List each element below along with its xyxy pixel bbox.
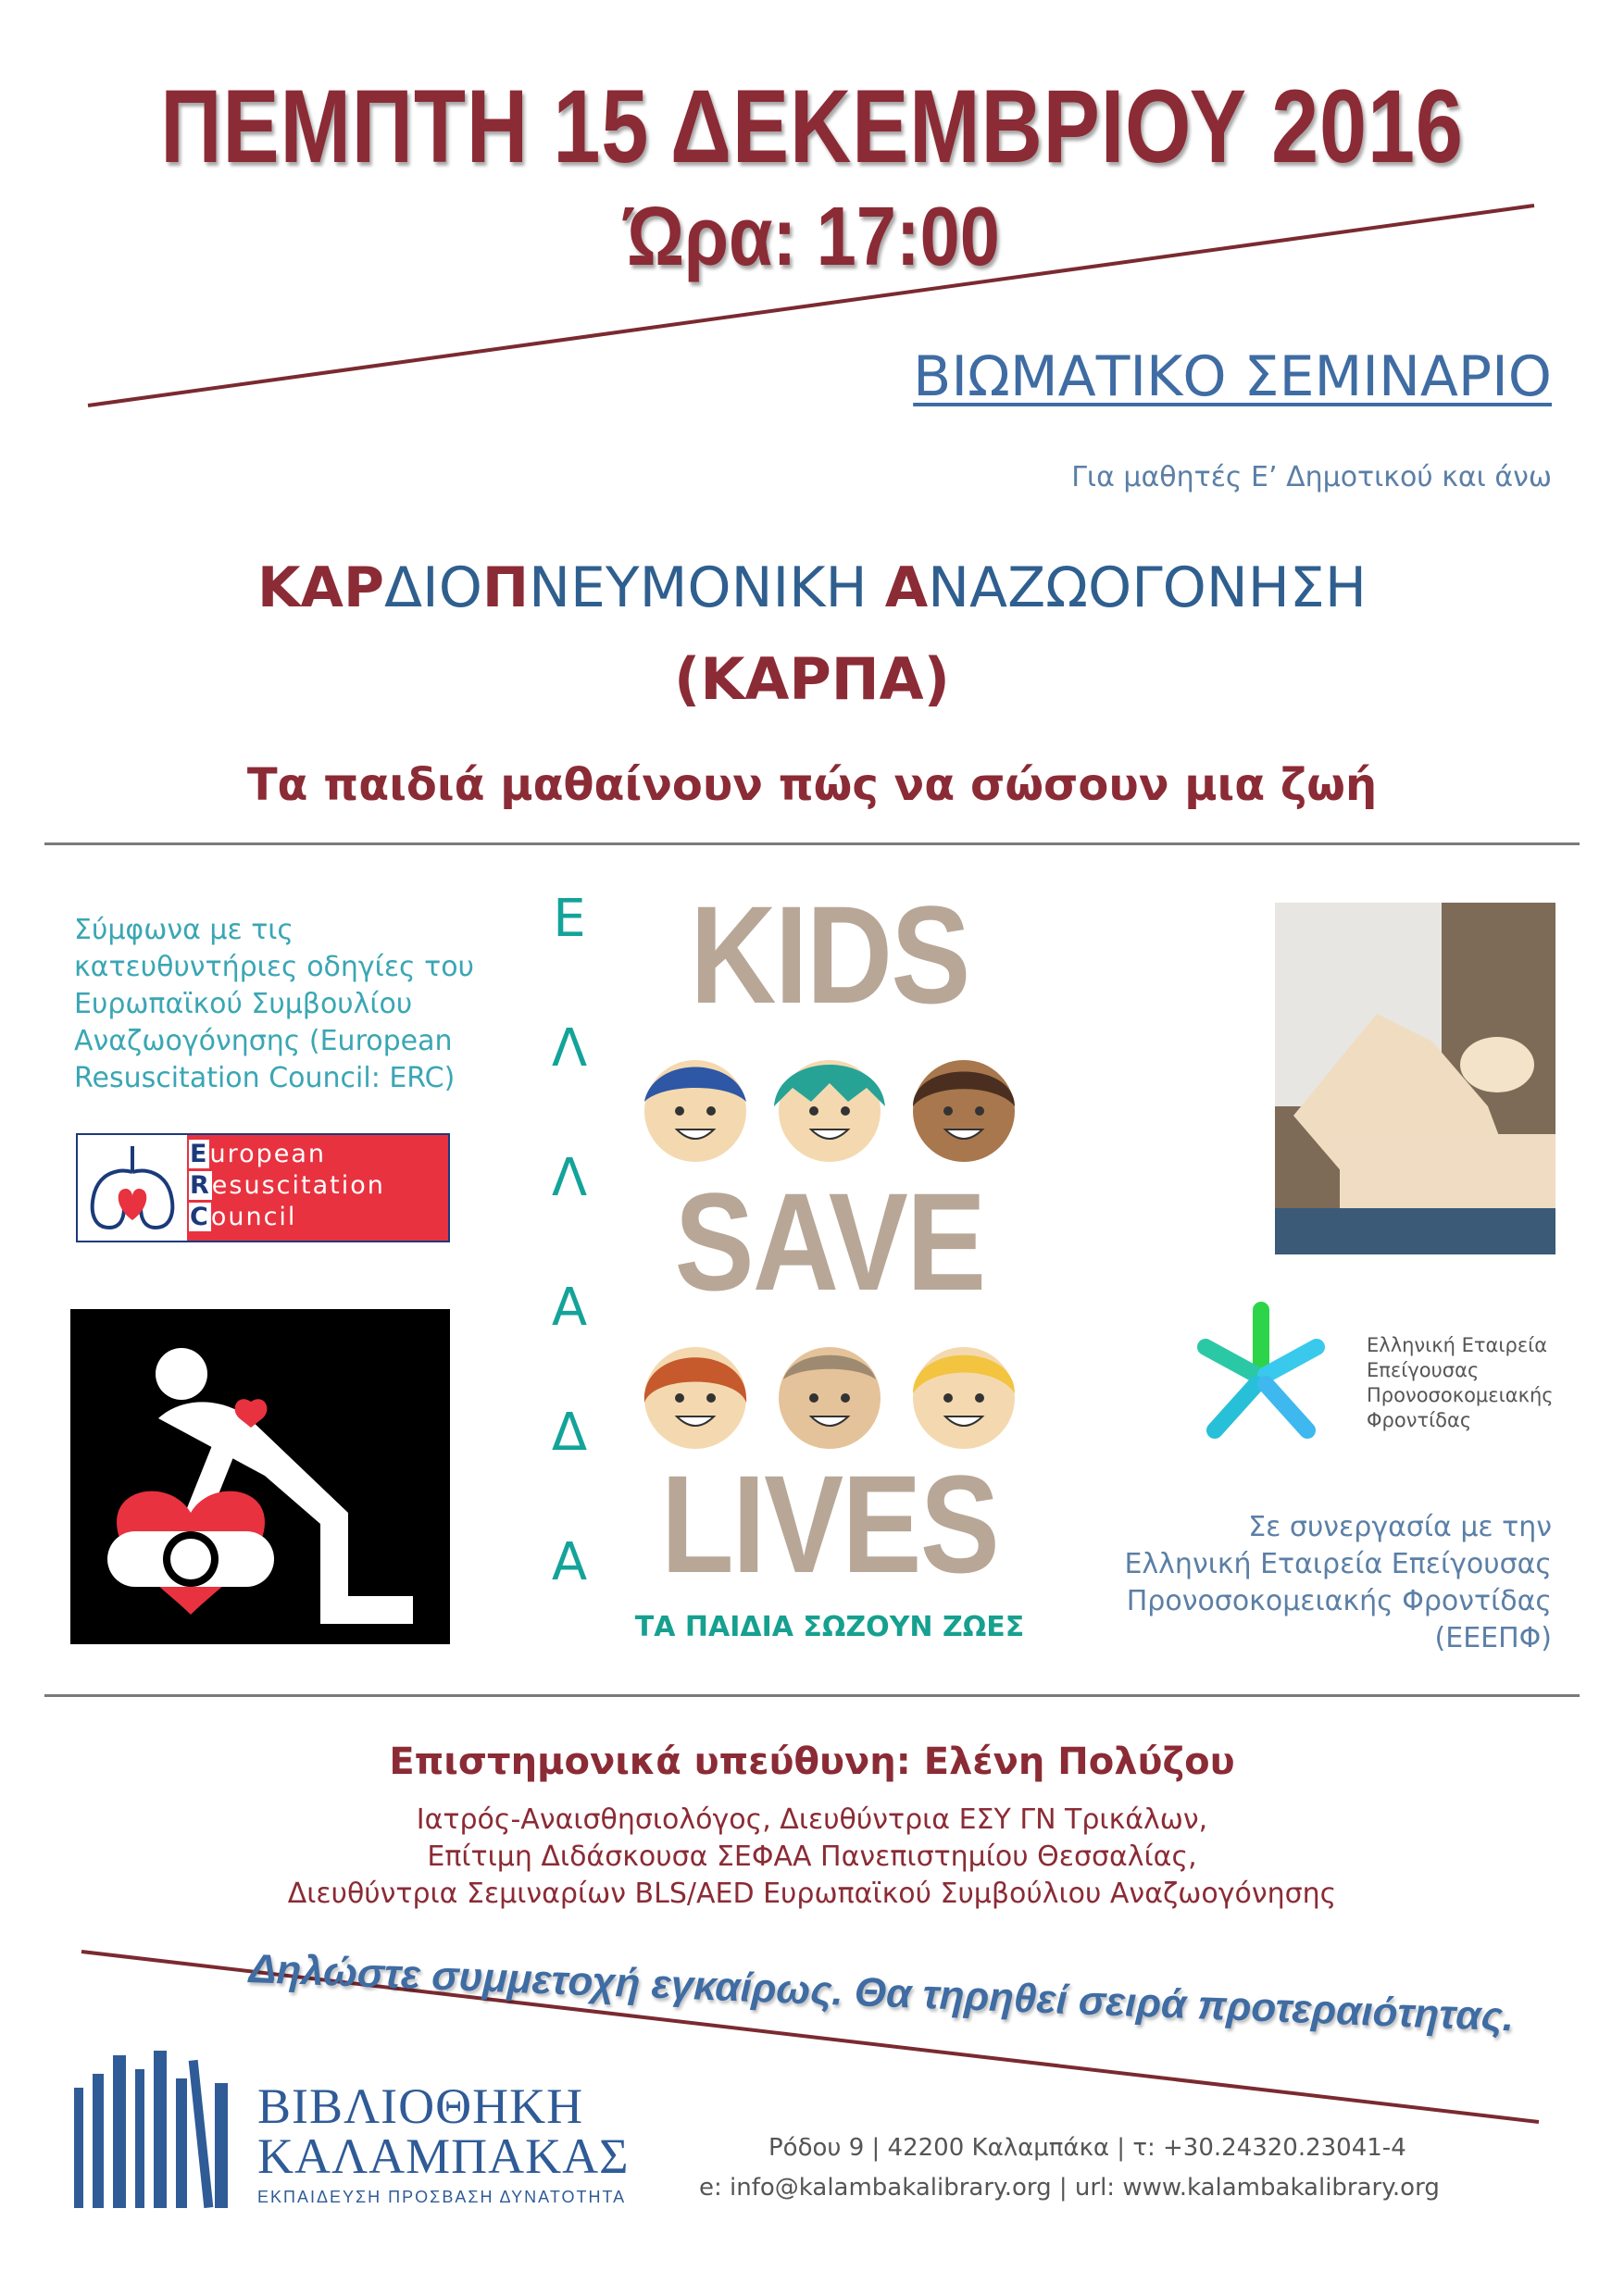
topic-abbreviation: (ΚΑΡΠΑ) <box>673 645 950 713</box>
responsible-title: Επιστημονικά υπεύθυνη: Ελένη Πολύζου <box>389 1741 1235 1783</box>
eeepf-line: Ελληνική Εταιρεία <box>1367 1334 1548 1356</box>
event-time: Ώρα: 17:00 <box>624 191 1000 283</box>
erc-word: ouncil <box>210 1203 297 1231</box>
library-name <box>257 2078 630 2184</box>
guidelines-line: κατευθυντήριες οδηγίες του <box>74 951 474 983</box>
eeepf-line: Επείγουσας <box>1367 1359 1480 1381</box>
responsible-line: Επίτιμη Διδάσκουσα ΣΕΦΑΑ Πανεπιστημίου Θεσσαλίας, <box>427 1841 1197 1873</box>
guidelines-line: Resuscitation Council: ERC) <box>74 1062 456 1094</box>
kids-save-lives-logo <box>626 877 1033 1602</box>
topic-part: Π <box>481 555 530 620</box>
erc-initial: R <box>190 1171 211 1200</box>
topic-part: ΚΑΡ <box>257 555 384 620</box>
library-name-line: ΒΙΒΛΙΟΘΗΚΗ <box>257 2078 584 2134</box>
erc-word: uropean <box>209 1140 326 1168</box>
greece-vertical-letter: Ε <box>553 889 586 949</box>
erc-word: esuscitation <box>211 1171 385 1200</box>
eeepf-star-icon <box>1168 1292 1354 1467</box>
topic-title <box>0 555 1624 620</box>
kids-faces-row-1-icon <box>626 1051 1033 1171</box>
divider <box>44 1694 1580 1697</box>
greece-vertical-letter: Α <box>551 1278 588 1338</box>
topic-part: ΝΑΖΩΟΓΟΝΗΣΗ <box>928 555 1367 620</box>
cooperation-line: Ελληνική Εταιρεία Επείγουσας <box>1124 1548 1552 1580</box>
erc-initial: E <box>190 1140 209 1168</box>
greece-vertical-letter: Λ <box>551 1018 588 1079</box>
divider <box>44 842 1580 845</box>
guidelines-line: Ευρωπαϊκού Συμβουλίου <box>74 988 413 1020</box>
eeepf-line: Φροντίδας <box>1367 1409 1472 1431</box>
seminar-title: ΒΙΩΜΑΤΙΚΟ ΣΕΜΙΝΑΡΙΟ <box>913 344 1552 409</box>
cpr-training-photo <box>1275 903 1555 1254</box>
event-date: ΠΕΜΠΤΗ 15 ΔΕΚΕΜΒΡΙΟΥ 2016 <box>160 69 1464 184</box>
library-address: Ρόδου 9 | 42200 Καλαμπάκα | τ: +30.24320.23041-4 <box>768 2134 1406 2162</box>
responsible-line: Ιατρός-Αναισθησιολόγος, Διευθύντρια ΕΣΥ ΓΝ Τρικάλων, <box>416 1803 1208 1836</box>
lungs-heart-icon <box>78 1135 187 1241</box>
kids-save-lives-subtitle: ΤΑ ΠΑΙΔΙΑ ΣΩΖΟΥΝ ΖΩΕΣ <box>634 1611 1025 1643</box>
topic-part: ΝΕΥΜΟΝΙΚΗ <box>529 555 885 620</box>
responsible-details <box>0 1802 1624 1913</box>
guidelines-text <box>74 912 528 1097</box>
tagline: Τα παιδιά μαθαίνουν πώς να σώσουν μια ζωή <box>246 759 1378 811</box>
kids-word: KIDS <box>690 877 969 1032</box>
cooperation-text <box>1124 1509 1552 1657</box>
eeepf-logo-text <box>1367 1333 1554 1433</box>
guidelines-line: Σύμφωνα με τις <box>74 914 294 946</box>
eeepf-line: Προνοσοκομειακής <box>1367 1384 1554 1406</box>
responsible-line: Διευθύντρια Σεμιναρίων BLS/AED Ευρωπαϊκού Συμβούλιου Αναζωογόνησης <box>287 1878 1337 1910</box>
save-word: SAVE <box>674 1164 985 1319</box>
erc-logo <box>76 1133 450 1242</box>
cooperation-line: (ΕΕΕΠΦ) <box>1434 1622 1552 1654</box>
greece-vertical-letter: Δ <box>551 1403 588 1463</box>
topic-part: ΔΙΟ <box>383 555 482 620</box>
greece-vertical-letter: Λ <box>551 1148 588 1208</box>
library-slogan: ΕΚΠΑΙΔΕΥΣΗ ΠΡΟΣΒΑΣΗ ΔΥΝΑΤΟΤΗΤΑ <box>257 2188 627 2206</box>
guidelines-line: Αναζωογόνησης (European <box>74 1025 453 1057</box>
library-books-icon <box>74 2051 250 2208</box>
greece-vertical-letter: Α <box>551 1532 588 1592</box>
topic-part: Α <box>884 555 929 620</box>
registration-notice: Δηλώστε συμμετοχή εγκαίρως. Θα τηρηθεί σειρά προτεραιότητας. <box>248 1946 1516 2040</box>
cpr-pictogram-icon <box>70 1309 450 1644</box>
library-contact: e: info@kalambakalibrary.org | url: www.kalambakalibrary.org <box>699 2174 1440 2202</box>
erc-wordmark <box>189 1139 385 1233</box>
erc-initial: C <box>190 1203 210 1231</box>
lives-word: LIVES <box>660 1446 999 1602</box>
kids-faces-row-2-icon <box>626 1338 1033 1458</box>
audience-text: Για μαθητές Ε’ Δημοτικού και άνω <box>1071 461 1552 493</box>
cooperation-line: Προνοσοκομειακής Φροντίδας <box>1126 1585 1552 1617</box>
library-name-line: ΚΑΛΑΜΠΑΚΑΣ <box>257 2128 630 2184</box>
cooperation-line: Σε συνεργασία με την <box>1248 1511 1552 1543</box>
